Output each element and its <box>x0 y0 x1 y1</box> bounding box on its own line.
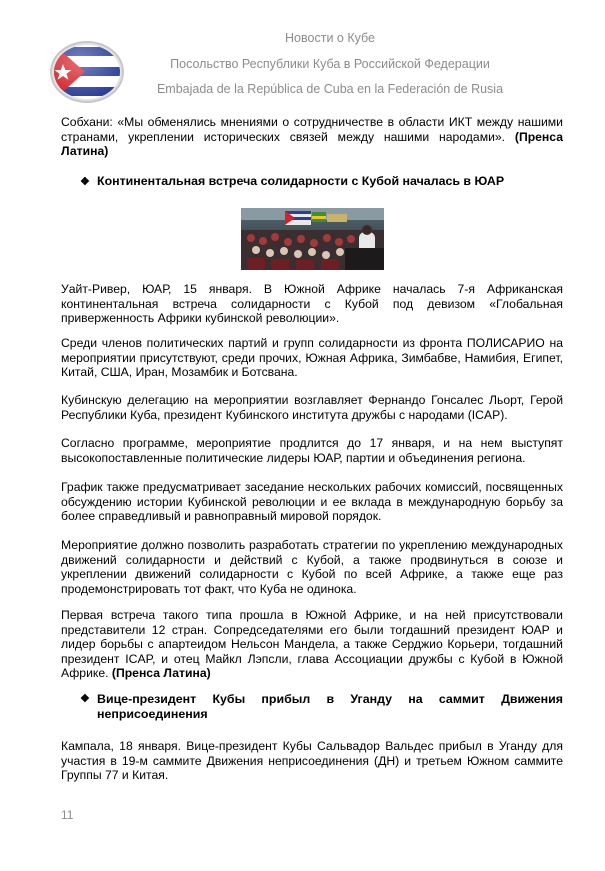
article-2-title <box>80 692 563 722</box>
article-1-paragraph-1: Уайт-Ривер, ЮАР, 15 января. В Южной Африке началась 7-я Африканская континентальная встреча солидарности с Кубой под девизом «Глобальная приверженность Африки кубинской революции». <box>61 282 563 326</box>
article-1-paragraph-4: Согласно программе, мероприятие продлится до 17 января, и на нем выступят высокопоставленные политические лидеры ЮАР, партии и объединения региона. <box>61 436 563 465</box>
diamond-bullet-icon: ❖ <box>80 176 90 188</box>
article-1-paragraph-7-text: Первая встреча такого типа прошла в Южной Африке, и на ней присутствовали представители 12 стран. Сопредседателями его были тогдашний президент ЮАР и лидер борьбы с апартеидом Нельсон Мандела, а также Серджио Корьери, тогдашний президент ICAP, и отец Майкл Лэпсли, глава Ассоциации дружбы с Кубой в Южной Африке. <box>61 608 563 681</box>
article-1-paragraph-3: Кубинскую делегацию на мероприятии возглавляет Фернандо Гонсалес Льорт, Герой Республики Куба, президент Кубинского института дружбы с народами (ICAP). <box>61 393 563 422</box>
intro-paragraph <box>61 115 563 159</box>
header-embassy-es: Embajada de la República de Cuba en la Federación de Rusia <box>156 82 504 96</box>
diamond-bullet-icon: ❖ <box>80 693 90 705</box>
article-2-paragraph-1: Кампала, 18 января. Вице-президент Кубы Сальвадор Вальдес прибыл в Уганду для участия в 19-м саммите Движения неприсоединения (ДН) и третьем Южном саммите Группы 77 и Китая. <box>61 739 563 783</box>
article-1-title <box>80 174 504 190</box>
article-1-paragraph-2: Среди членов политических партий и групп солидарности из фронта ПОЛИСАРИО на мероприятии присутствуют, среди прочих, Южная Африка, Зимбабве, Намибия, Египет, Китай, США, Иран, Мозамбик и Ботсвана. <box>61 336 563 380</box>
conference-photo <box>241 208 384 270</box>
intro-text: Собхани: «Мы обменялись мнениями о сотрудничестве в области ИКТ между нашими странами, укреплении исторических связей между нашими народами». <box>61 115 563 144</box>
article-1-title-text: Континентальная встреча солидарности с Кубой началась в ЮАР <box>97 174 505 188</box>
header-title: Новости о Кубе <box>285 31 375 45</box>
article-1-paragraph-7 <box>61 608 563 681</box>
header-embassy-ru: Посольство Республики Куба в Российской Федерации <box>170 57 490 71</box>
article-2-title-line-2: неприсоединения <box>97 707 208 721</box>
article-1-source: (Пренса Латина) <box>111 666 211 681</box>
article-1-paragraph-6: Мероприятие должно позволить разработать стратегии по укреплению международных движений солидарности и действий с Кубой, а также продвинуться в союзе и укреплении движений солидарности с Кубой по всей Африке, а также еще раз продемонстрировать тот факт, что Куба не одинока. <box>61 538 563 596</box>
intro-source: (Пренса Латина) <box>61 129 563 159</box>
page-number: 11 <box>61 808 74 822</box>
article-1-paragraph-5: График также предусматривает заседание нескольких рабочих комиссий, посвященных обсуждению истории Кубинской революции и ее вклада в международную борьбу за более справедливый и равноправный мировой порядок. <box>61 480 563 524</box>
cuba-flag-logo <box>49 40 125 104</box>
article-2-title-line-1: Вице-президент Кубы прибыл в Уганду на саммит Движения <box>97 692 563 706</box>
